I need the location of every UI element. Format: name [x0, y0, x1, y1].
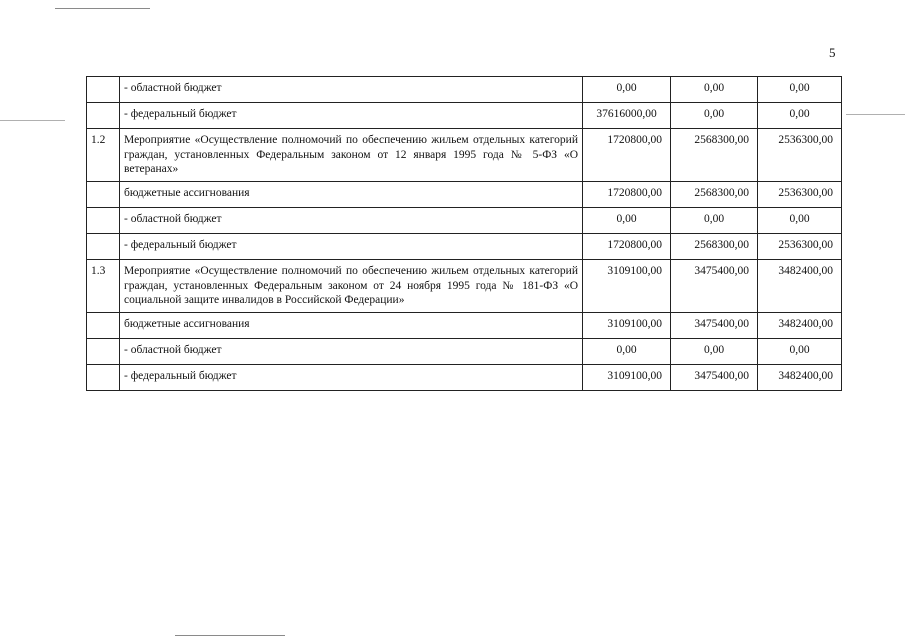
row-value-2: 3475400,00 — [671, 313, 758, 339]
row-number — [87, 313, 120, 339]
row-value-3: 0,00 — [758, 103, 842, 129]
row-value-1: 1720800,00 — [583, 234, 671, 260]
row-value-1: 3109100,00 — [583, 313, 671, 339]
row-value-1: 3109100,00 — [583, 365, 671, 391]
row-value-1: 1720800,00 — [583, 182, 671, 208]
scan-artifact-line — [175, 635, 285, 636]
row-value-2: 0,00 — [671, 77, 758, 103]
row-value-2: 3475400,00 — [671, 260, 758, 313]
row-value-2: 0,00 — [671, 339, 758, 365]
row-value-2: 0,00 — [671, 208, 758, 234]
row-number — [87, 77, 120, 103]
row-value-2: 2568300,00 — [671, 182, 758, 208]
row-name: - областной бюджет — [120, 77, 583, 103]
row-value-1: 37616000,00 — [583, 103, 671, 129]
row-value-2: 3475400,00 — [671, 365, 758, 391]
row-name: - областной бюджет — [120, 339, 583, 365]
table-row — [87, 182, 842, 208]
table-row — [87, 208, 842, 234]
table-row — [87, 234, 842, 260]
row-value-2: 0,00 — [671, 103, 758, 129]
scan-artifact-line — [55, 8, 150, 9]
row-number: 1.2 — [87, 129, 120, 182]
row-name: - областной бюджет — [120, 208, 583, 234]
row-name: - федеральный бюджет — [120, 234, 583, 260]
row-value-3: 0,00 — [758, 208, 842, 234]
row-number — [87, 234, 120, 260]
row-value-3: 0,00 — [758, 339, 842, 365]
row-value-1: 0,00 — [583, 208, 671, 234]
row-value-3: 2536300,00 — [758, 182, 842, 208]
table-row — [87, 77, 842, 103]
table-row — [87, 129, 842, 182]
row-name: - федеральный бюджет — [120, 365, 583, 391]
row-number — [87, 339, 120, 365]
row-value-3: 2536300,00 — [758, 129, 842, 182]
row-value-2: 2568300,00 — [671, 129, 758, 182]
scan-artifact-line — [0, 120, 65, 121]
row-value-2: 2568300,00 — [671, 234, 758, 260]
row-value-3: 0,00 — [758, 77, 842, 103]
row-number — [87, 182, 120, 208]
table-row — [87, 313, 842, 339]
row-value-1: 1720800,00 — [583, 129, 671, 182]
row-value-3: 3482400,00 — [758, 313, 842, 339]
row-name: бюджетные ассигнования — [120, 182, 583, 208]
scan-artifact-line — [846, 114, 905, 115]
row-value-3: 3482400,00 — [758, 365, 842, 391]
row-name: Мероприятие «Осуществление полномочий по обеспечению жильем отдельных категорий граждан, установленных Федеральным законом от 12 января 1995 года № 5-ФЗ «О ветеранах» — [120, 129, 583, 182]
row-number: 1.3 — [87, 260, 120, 313]
budget-table — [86, 76, 842, 391]
row-value-3: 3482400,00 — [758, 260, 842, 313]
row-name: Мероприятие «Осуществление полномочий по обеспечению жильем отдельных категорий граждан, установленных Федеральным законом от 24 ноября 1995 года № 181-ФЗ «О социальной защите инвалидов в Российской Федерации» — [120, 260, 583, 313]
row-value-1: 3109100,00 — [583, 260, 671, 313]
row-number — [87, 103, 120, 129]
row-value-1: 0,00 — [583, 77, 671, 103]
page-number: 5 — [829, 45, 836, 60]
row-name: - федеральный бюджет — [120, 103, 583, 129]
row-name: бюджетные ассигнования — [120, 313, 583, 339]
table-row — [87, 260, 842, 313]
row-number — [87, 365, 120, 391]
table-row — [87, 365, 842, 391]
table-row — [87, 339, 842, 365]
row-number — [87, 208, 120, 234]
row-value-3: 2536300,00 — [758, 234, 842, 260]
row-value-1: 0,00 — [583, 339, 671, 365]
table-row — [87, 103, 842, 129]
